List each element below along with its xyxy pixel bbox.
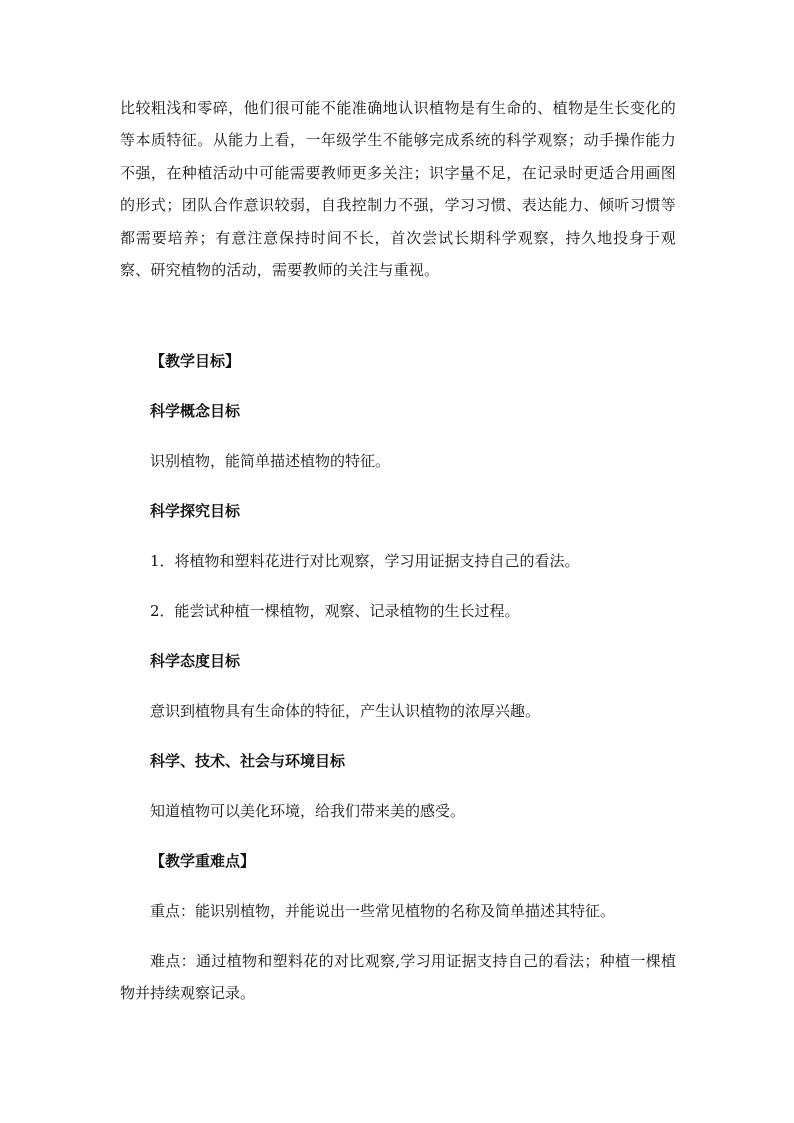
inquiry-objective-heading: 科学探究目标 xyxy=(150,502,241,520)
concept-objective-text: 识别植物，能简单描述植物的特征。 xyxy=(150,452,391,470)
inquiry-objective-item-2: 2．能尝试种植一棵植物，观察、记录植物的生长过程。 xyxy=(150,602,520,620)
attitude-objective-text: 意识到植物具有生命体的特征，产生认识植物的浓厚兴趣。 xyxy=(150,702,541,720)
stse-objective-heading: 科学、技术、社会与环境目标 xyxy=(150,752,346,770)
stse-objective-text: 知道植物可以美化环境，给我们带来美的感受。 xyxy=(150,802,466,820)
objectives-section-title: 【教学目标】 xyxy=(150,352,241,370)
inquiry-objective-item-1: 1．将植物和塑料花进行对比观察，学习用证据支持自己的看法。 xyxy=(150,552,580,570)
attitude-objective-heading: 科学态度目标 xyxy=(150,652,241,670)
key-point-text: 重点：能识别植物，并能说出一些常见植物的名称及简单描述其特征。 xyxy=(150,902,616,920)
key-points-section-title: 【教学重难点】 xyxy=(150,852,256,870)
concept-objective-heading: 科学概念目标 xyxy=(150,402,241,420)
difficulty-text: 难点：通过植物和塑料花的对比观察,学习用证据支持自己的看法；种植一棵植物并持续观察记录。 xyxy=(120,952,676,1003)
intro-paragraph: 比较粗浅和零碎，他们很可能不能准确地认识植物是有生命的、植物是生长变化的等本质特征。从能力上看，一年级学生不能够完成系统的科学观察；动手操作能力不强，在种植活动中可能需要教师更多关注；识字量不足，在记录时更适合用画图的形式；团队合作意识较弱，自我控制力不强，学习习惯、表达能力、倾听习惯等都需要培养；有意注意保持时间不长，首次尝试长期科学观察，持久地投身于观察、研究植物的活动，需要教师的关注与重视。 xyxy=(120,99,676,280)
